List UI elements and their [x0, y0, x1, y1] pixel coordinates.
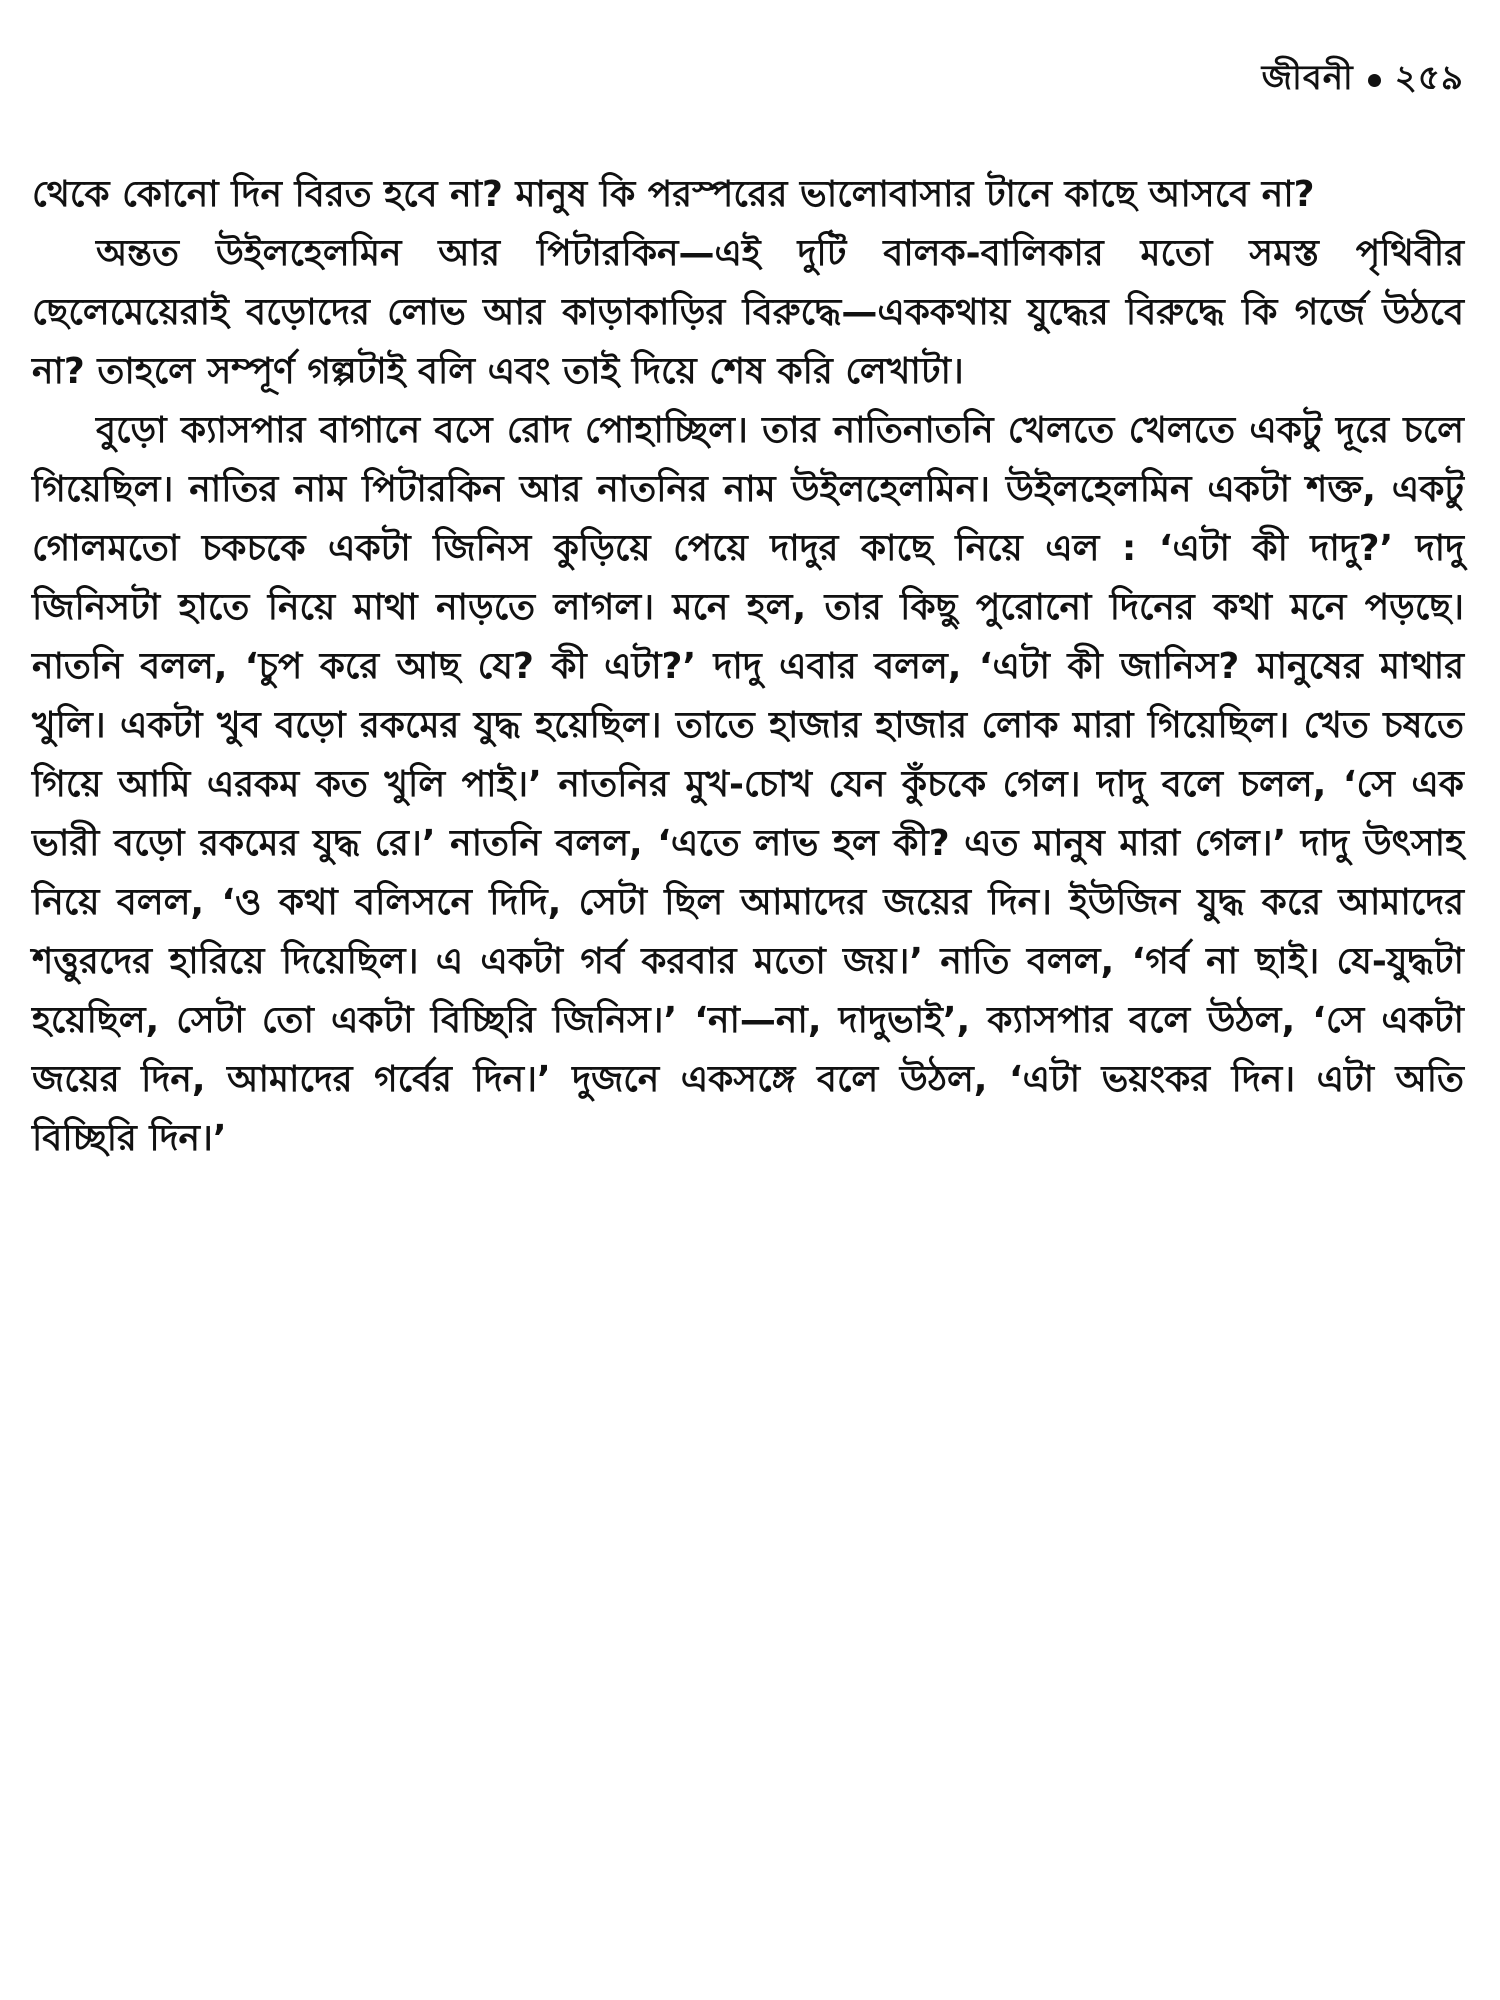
running-head — [1262, 52, 1464, 109]
paragraph: অন্তত উইলহেলমিন আর পিটারকিন—এই দুটি বালক-বালিকার মতো সমস্ত পৃথিবীর ছেলেমেয়েরাই বড়োদের লোভ আর কাড়াকাড়ির বিরুদ্ধে—এককথায় যুদ্ধের বিরুদ্ধে কি গর্জে উঠবে না? তাহলে সম্পূর্ণ গল্পটাই বলি এবং তাই দিয়ে শেষ করি লেখাটা। — [32, 233, 1464, 392]
paragraph: বুড়ো ক্যাসপার বাগানে বসে রোদ পোহাচ্ছিল। তার নাতিনাতনি খেলতে খেলতে একটু দূরে চলে গিয়েছিল। নাতির নাম পিটারকিন আর নাতনির নাম উইলহেলমিন। উইলহেলমিন একটা শক্ত, একটু গোলমতো চকচকে একটা জিনিস কুড়িয়ে পেয়ে দাদুর কাছে নিয়ে এল : ‘এটা কী দাদু?’ দাদু জিনিসটা হাতে নিয়ে মাথা নাড়তে লাগল। মনে হল, তার কিছু পুরোনো দিনের কথা মনে পড়ছে। নাতনি বলল, ‘চুপ করে আছ যে? কী এটা?’ দাদু এবার বলল, ‘এটা কী জানিস? মানুষের মাথার খুলি। একটা খুব বড়ো রকমের যুদ্ধ হয়েছিল। তাতে হাজার হাজার লোক মারা গিয়েছিল। খেত চষতে গিয়ে আমি এরকম কত খুলি পাই।’ নাতনির মুখ-চোখ যেন কুঁচকে গেল। দাদু বলে চলল, ‘সে এক ভারী বড়ো রকমের যুদ্ধ রে।’ নাতনি বলল, ‘এতে লাভ হল কী? এত মানুষ মারা গেল।’ দাদু উৎসাহ নিয়ে বলল, ‘ও কথা বলিসনে দিদি, সেটা ছিল আমাদের জয়ের দিন। ইউজিন যুদ্ধ করে আমাদের শত্তুরদের হারিয়ে দিয়েছিল। এ একটা গর্ব করবার মতো জয়।’ নাতি বলল, ‘গর্ব না ছাই। যে-যুদ্ধটা হয়েছিল, সেটা তো একটা বিচ্ছিরি জিনিস।’ ‘না—না, দাদুভাই’, ক্যাসপার বলে উঠল, ‘সে একটা জয়ের দিন, আমাদের গর্বের দিন।’ দুজনে একসঙ্গে বলে উঠল, ‘এটা ভয়ংকর দিন। এটা অতি বিচ্ছিরি দিন।’ — [32, 410, 1464, 1159]
bullet-separator — [1368, 74, 1381, 87]
body-text — [32, 165, 1464, 1168]
section-title: জীবনী — [1261, 58, 1354, 98]
paragraph-continuation: থেকে কোনো দিন বিরত হবে না? মানুষ কি পরস্পরের ভালোবাসার টানে কাছে আসবে না? — [32, 174, 1315, 215]
page-number: ২৫৯ — [1394, 58, 1464, 98]
